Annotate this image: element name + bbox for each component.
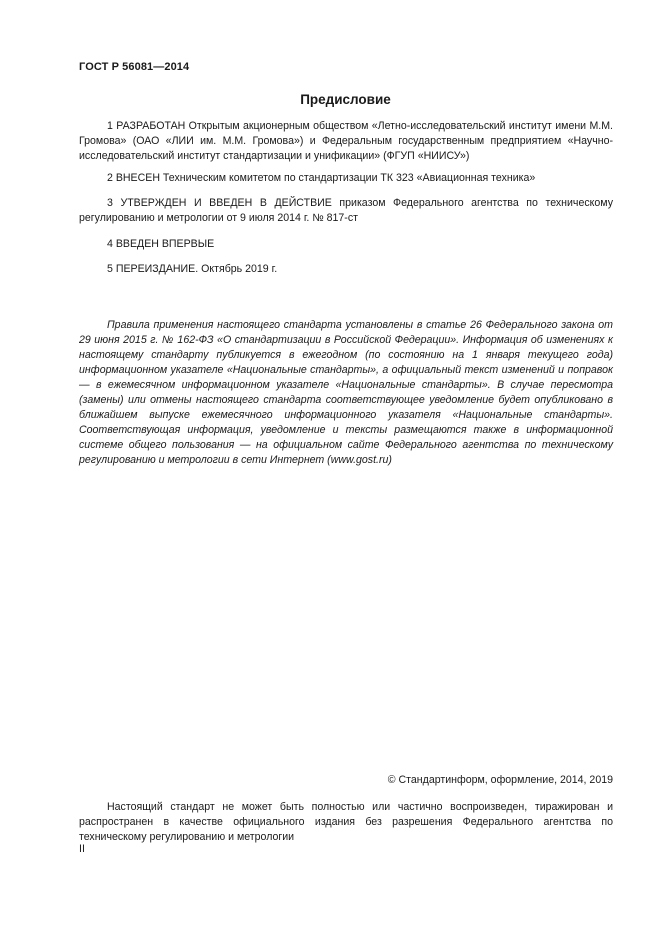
page-number: II xyxy=(79,843,85,855)
standard-designation: ГОСТ Р 56081—2014 xyxy=(79,61,190,73)
application-rules-notice: Правила применения настоящего стандарта установлены в статье 26 Федерального закона от 29 июня 2015 г. № 162-ФЗ «О стандартизации в Российской Федерации». Информация об изменениях к настоящему стандарту публикуется в ежегодном (по состоянию на 1 января текущего года) информационном указателе «Национальные стандарты», а официальный текст изменений и поправок — в ежемесячном информационном указателе «Национальные стандарты». В случае пересмотра (замены) или отмены настоящего стандарта соответствующее уведомление будет опубликовано в ближайшем выпуске ежемесячного информационного указателя «Национальные стандарты». Соответствующая информация, уведомление и тексты размещаются также в информационной системе общего пользования — на официальном сайте Федерального агентства по техническому регулированию и метрологии в сети Интернет (www.gost.ru) xyxy=(79,319,613,466)
paragraph-first-introduced: 4 ВВЕДЕН ВПЕРВЫЕ xyxy=(107,238,215,250)
paragraph-developed-by: 1 РАЗРАБОТАН Открытым акционерным обществом «Летно-исследовательский институт имени М.М. Громова» (ОАО «ЛИИ им. М.М. Громова») и Федеральным государственным предприятием «Научно-исследовательский институт стандартизации и унификации» (ФГУП «НИИСУ») xyxy=(79,120,613,162)
reproduction-notice: Настоящий стандарт не может быть полностью или частично воспроизведен, тиражирован и распространен в качестве официального издания без разрешения Федерального агентства по техническому регулированию и метрологии xyxy=(79,801,613,843)
copyright-line: © Стандартинформ, оформление, 2014, 2019 xyxy=(387,774,613,786)
paragraph-reissue: 5 ПЕРЕИЗДАНИЕ. Октябрь 2019 г. xyxy=(107,263,278,275)
paragraph-introduced-by: 2 ВНЕСЕН Техническим комитетом по стандартизации ТК 323 «Авиационная техника» xyxy=(107,172,536,184)
page-title: Предисловие xyxy=(300,92,391,107)
paragraph-approved: 3 УТВЕРЖДЕН И ВВЕДЕН В ДЕЙСТВИЕ приказом Федерального агентства по техническому регулированию и метрологии от 9 июля 2014 г. № 817-ст xyxy=(79,197,613,224)
